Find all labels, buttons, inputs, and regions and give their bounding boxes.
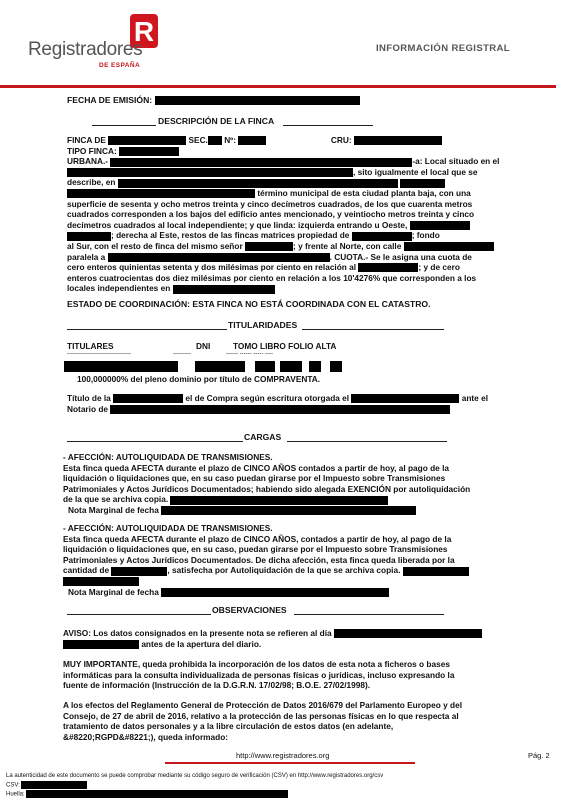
fecha-emision-label: FECHA DE EMISIÓN: <box>67 95 153 105</box>
redaction <box>21 781 87 789</box>
footer-url[interactable]: http://www.registradores.org <box>236 751 330 760</box>
redaction <box>110 158 412 167</box>
redaction <box>67 189 255 198</box>
redaction <box>410 221 470 230</box>
finca-line: cero enteros quinientas setenta y dos milésimas por ciento en relación al ; y de cero <box>67 262 460 273</box>
redaction <box>64 361 178 372</box>
redaction <box>352 232 412 241</box>
redaction <box>400 179 445 188</box>
redaction <box>67 168 353 177</box>
aviso: AVISO: Los datos consignados en la presente nota se refieren al día antes de la apertura del diario. <box>63 628 523 649</box>
section-title-cargas: CARGAS <box>244 432 282 442</box>
redaction <box>111 567 167 576</box>
coordinacion-status: ESTADO DE COORDINACIÓN: ESTA FINCA NO ESTÁ COORDINADA CON EL CATASTRO. <box>67 299 431 309</box>
redaction <box>26 790 288 798</box>
redaction <box>255 361 275 372</box>
finca-line: paralela a . CUOTA.- Se le asigna una cuota de <box>67 251 472 262</box>
redaction <box>63 577 139 586</box>
redaction <box>119 147 179 156</box>
brand-name: Registradores <box>28 39 143 60</box>
finca-line: TIPO FINCA: <box>67 146 522 157</box>
finca-line: al Sur, con el resto de finca del mismo señor ; y frente al Norte, con calle <box>67 241 522 252</box>
redaction <box>173 285 275 294</box>
redaction <box>113 394 183 403</box>
redaction <box>108 253 330 262</box>
dominio-line: 100,000000% del pleno dominio por título de COMPRAVENTA. <box>77 374 321 384</box>
titular-row <box>64 361 364 373</box>
finca-line: locales independientes en <box>67 283 522 294</box>
redaction <box>238 136 266 145</box>
finca-line: ; derecha al Este, restos de las fincas matrices propiedad de ; fondo <box>67 230 522 241</box>
section-title-titularidades: TITULARIDADES <box>228 320 298 330</box>
finca-line: decímetros cuadrados al local independiente; y que linda: izquierda entrando u Oeste, <box>67 220 522 231</box>
finca-line: describe, en <box>67 177 522 188</box>
afeccion-1: - AFECCIÓN: AUTOLIQUIDADA DE TRANSMISIONES. Esta finca queda AFECTA durante el plazo de CINCO AÑOS contados a partir de hoy, al pago de la liquidación o liquidaciones que, en su caso puedan girarse por el Impuesto sobre Transmisiones Patrimoniales y Actos Jurídicos Documentados; habiendo sido alegada EXENCIÓN por autoliquidación de la que se archiva copia. Nota Marginal de fecha <box>63 452 471 515</box>
redaction <box>354 136 442 145</box>
redaction <box>110 405 450 414</box>
redaction <box>358 263 418 272</box>
redaction <box>309 361 321 372</box>
redaction <box>155 96 360 105</box>
page-number: Pág. 2 <box>528 751 550 760</box>
brand-subtitle: DE ESPAÑA <box>99 62 141 69</box>
csv-note: La autenticidad de este documento se puede comprobar mediante su código seguro de verificación (CSV) en http://www.registradores.org/csv <box>6 773 384 779</box>
finca-block: FINCA DE SEC. Nº: CRU: TIPO FINCA: URBANA.- -a: Local situado en el , sito igualmente el local que se describe, en término municipal de esta ciudad planta baja, con una superficie de sesenta y ocho metros treinta y cinco decímetros cuadrados, de los que cuarenta metros cuadrados corresponden a los bajos del edificio antes mencionado, y veintiocho metros treinta y cinco decímetros cuadrados al local independiente; y que linda: izquierda entrando u Oeste, ; derecha al Este, restos de las fincas matrices propiedad de ; fondo al Sur, con el resto de finca del mismo señor ; y frente al Norte, con calle paralela a . CUOTA.- Se le asigna una cuota de cero enteros quinientas setenta y dos milésimas por ciento en relación al ; y de cero enteros cuatrocientas dos diez milésimas por ciento en relación a los 10'4276% que corresponden a los locales independientes en <box>67 135 522 294</box>
redaction <box>280 361 302 372</box>
header-divider <box>0 85 556 88</box>
header-title: INFORMACIÓN REGISTRAL <box>376 43 511 54</box>
redaction <box>108 136 186 145</box>
page-edge <box>556 0 570 802</box>
section-title-descripcion: DESCRIPCIÓN DE LA FINCA <box>158 116 275 126</box>
finca-line: término municipal de esta ciudad planta baja, con una <box>67 188 522 199</box>
redaction <box>170 496 388 505</box>
redaction <box>63 640 139 649</box>
redaction <box>330 361 342 372</box>
csv-line: CSV: <box>6 781 87 789</box>
svg-text:R: R <box>133 16 155 47</box>
redaction <box>245 242 293 251</box>
fecha-emision <box>67 95 360 105</box>
redaction <box>403 567 469 576</box>
finca-line: , sito igualmente el local que se <box>67 167 522 178</box>
finca-line: URBANA.- -a: Local situado en el <box>67 156 500 167</box>
redaction <box>161 506 416 515</box>
redaction <box>334 629 482 638</box>
logo <box>28 12 178 72</box>
muy-importante: MUY IMPORTANTE, queda prohibida la incorporación de los datos de esta nota a ficheros o bases informáticas para la consulta individualizada de personas físicas o jurídicas, incluso expresando la fuente de información (Instrucción de la D.G.R.N. 17/02/98; B.O.E. 27/02/1998). <box>63 659 455 691</box>
redaction <box>208 136 222 145</box>
afeccion-2: - AFECCIÓN: AUTOLIQUIDADA DE TRANSMISIONES. Esta finca queda AFECTA durante el plazo de CINCO AÑOS, contados a partir de hoy, al pago de la liquidación o liquidaciones que, en su caso, puedan girarse por el Impuesto sobre Transmisiones Patrimoniales y Actos Jurídicos Documentados. De dicha afección, esta finca queda liberada por la cantidad de , satisfecha por Autoliquidación de la que se archiva copia. Nota Marginal de fecha <box>63 523 523 597</box>
redaction <box>161 588 389 597</box>
titulares-dashes: -------------------------------- --------- ------ ------ ----- ---- <box>67 351 273 357</box>
redaction <box>118 179 398 188</box>
redaction <box>195 361 245 372</box>
redaction <box>67 232 111 241</box>
rgpd-notice: A los efectos del Reglamento General de Protección de Datos 2016/679 del Parlamento Europeo y del Consejo, de 27 de abril de 2016, relativo a la protección de las personas físicas en lo que respecta al tratamiento de datos personales y a la libre circulación de estos datos (en adelante, &#8220;RGPD&#8221;), queda informado: <box>63 700 462 742</box>
section-title-observaciones: OBSERVACIONES <box>212 605 287 615</box>
redaction <box>351 394 459 403</box>
titulo-block: Título de la el de Compra según escritura otorgada el ante el Notario de <box>67 393 489 414</box>
finca-line: FINCA DE SEC. Nº: CRU: <box>67 135 522 146</box>
redaction <box>404 242 494 251</box>
titulares-header: TITULARES DNI TOMO LIBRO FOLIO ALTA <box>67 341 337 351</box>
huella-line: Huella: <box>6 790 288 798</box>
footer-divider <box>165 762 415 764</box>
